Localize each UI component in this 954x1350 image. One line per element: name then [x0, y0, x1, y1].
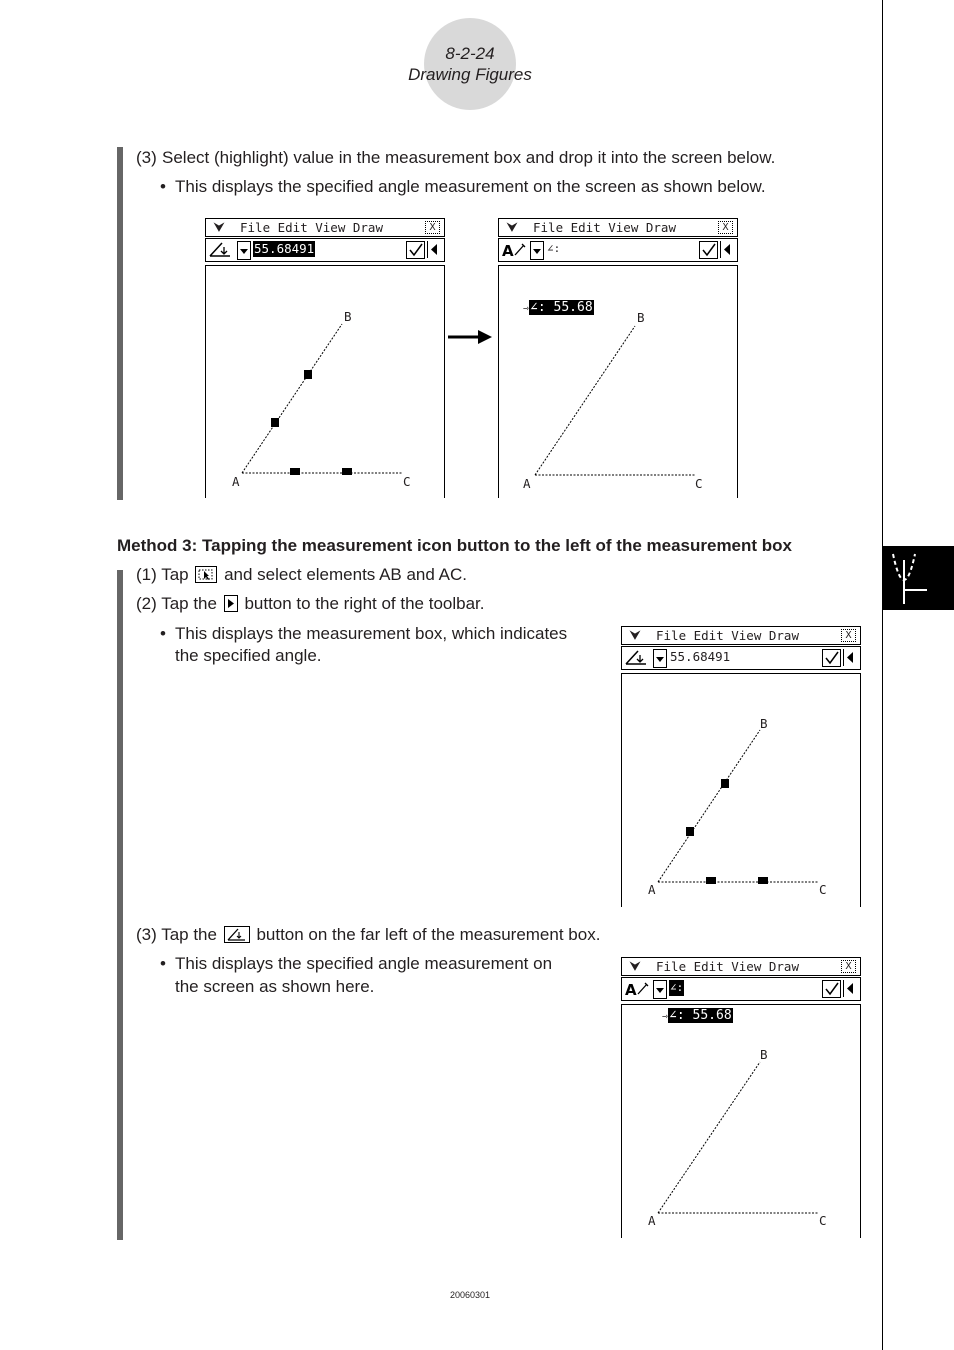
checkbox-icon[interactable] — [699, 241, 718, 259]
step1-line — [136, 565, 467, 585]
measurement-toolbar — [205, 238, 445, 262]
step2-line — [136, 594, 485, 614]
measurement-value[interactable]: 55.68491 — [670, 649, 731, 664]
point-c-label: C — [403, 474, 411, 489]
point-b-label: B — [637, 310, 645, 325]
text-pen-icon[interactable] — [624, 980, 650, 997]
angle-measurement-label[interactable]: ⇾∠: 55.68 — [523, 300, 593, 315]
geometry-canvas[interactable] — [498, 265, 738, 498]
close-icon[interactable]: X — [425, 221, 440, 234]
step1-number: (1) — [136, 565, 157, 584]
dropdown-arrow-icon[interactable] — [530, 241, 544, 260]
dropdown-arrow-icon[interactable] — [653, 649, 667, 668]
point-b-label: B — [344, 309, 352, 324]
menu-bar — [621, 626, 861, 645]
point-b-label: B — [760, 1047, 768, 1062]
menu-items[interactable]: File Edit View Draw — [240, 220, 383, 235]
page-number: 8-2-24 — [445, 44, 495, 63]
menu-items[interactable]: File Edit View Draw — [533, 220, 676, 235]
bullet-dot: • — [160, 177, 166, 196]
step2-pre: Tap the — [161, 594, 217, 613]
close-icon[interactable]: X — [841, 629, 856, 642]
toolbar-toggle-icon — [224, 595, 238, 612]
right-margin-rule — [882, 0, 883, 1350]
dropdown-arrow-icon[interactable] — [653, 980, 667, 999]
checkbox-icon[interactable] — [822, 980, 841, 998]
step3b-bullet-line1: This displays the specified angle measurement on — [175, 954, 553, 973]
point-c-label: C — [819, 882, 827, 897]
section-bar-1 — [117, 147, 123, 500]
step3-text: Select (highlight) value in the measurement box and drop it into the screen below. — [162, 148, 776, 167]
toolbar-left-arrow-icon[interactable] — [720, 241, 733, 258]
chapter-tab — [883, 546, 954, 610]
measurement-toolbar — [621, 646, 861, 670]
calc-screen-before — [205, 218, 445, 500]
angle-prefix[interactable]: ∠: — [547, 242, 561, 255]
angle-prefix[interactable]: ∠: — [670, 981, 684, 994]
step3-bullet: This displays the specified angle measurement on the screen as shown below. — [175, 177, 766, 196]
calc-screen-after — [498, 218, 738, 500]
step3b-pre: Tap the — [161, 925, 217, 944]
menu-bar — [205, 218, 445, 237]
header-circle — [424, 18, 516, 110]
calc-screen-label-dropped — [621, 957, 861, 1239]
dropdown-arrow-icon[interactable] — [237, 241, 251, 260]
select-tool-icon — [195, 566, 217, 583]
section-bar-2 — [117, 570, 123, 1240]
menu-items[interactable]: File Edit View Draw — [656, 959, 799, 974]
step1-post: and select elements AB and AC. — [224, 565, 467, 584]
svg-text:A: A — [502, 242, 514, 258]
bullet-dot: • — [160, 624, 166, 643]
measurement-toolbar — [621, 977, 861, 1001]
geometry-figure — [206, 266, 444, 498]
graph-parabola-icon — [883, 546, 954, 610]
close-icon[interactable]: X — [718, 221, 733, 234]
menu-bar — [498, 218, 738, 237]
step3b-post: button on the far left of the measurement box. — [256, 925, 601, 944]
checkbox-icon[interactable] — [822, 649, 841, 667]
right-arrow-icon — [446, 328, 494, 346]
step3-number: (3) — [136, 148, 157, 167]
step2-bullet-line2: the specified angle. — [175, 646, 322, 665]
menu-dropdown-icon[interactable]: ⮟ — [630, 628, 641, 642]
step2-number: (2) — [136, 594, 157, 613]
calc-screen-measurement-box — [621, 626, 861, 908]
measure-angle-icon[interactable] — [208, 241, 234, 258]
toolbar-left-arrow-icon[interactable] — [843, 649, 856, 666]
menu-items[interactable]: File Edit View Draw — [656, 628, 799, 643]
menu-dropdown-icon[interactable]: ⮟ — [630, 959, 641, 973]
svg-text:A: A — [625, 981, 637, 997]
step3b-line — [136, 925, 600, 945]
geometry-canvas[interactable] — [621, 673, 861, 907]
measurement-value[interactable]: 55.68491 — [254, 241, 315, 256]
point-a-label: A — [648, 882, 656, 897]
measurement-toolbar — [498, 238, 738, 262]
step3b-bullet-line2: the screen as shown here. — [175, 977, 375, 996]
menu-dropdown-icon[interactable]: ⮟ — [507, 220, 518, 234]
geometry-figure — [622, 674, 860, 907]
step2-bullet-line1: This displays the measurement box, which indicates — [175, 624, 568, 643]
point-b-label: B — [760, 716, 768, 731]
measure-angle-icon[interactable] — [624, 649, 650, 666]
step1-pre: Tap — [161, 565, 189, 584]
step3b-number: (3) — [136, 925, 157, 944]
geometry-canvas[interactable] — [205, 265, 445, 498]
bullet-dot: • — [160, 954, 166, 973]
point-c-label: C — [695, 476, 703, 491]
checkbox-icon[interactable] — [406, 241, 425, 259]
point-a-label: A — [232, 474, 240, 489]
geometry-figure — [622, 1005, 860, 1238]
point-a-label: A — [648, 1213, 656, 1228]
point-c-label: C — [819, 1213, 827, 1228]
angle-measurement-label[interactable]: ⇾∠: 55.68 — [662, 1008, 732, 1023]
geometry-canvas[interactable] — [621, 1004, 861, 1238]
section-title: Drawing Figures — [408, 65, 532, 84]
step2-post: button to the right of the toolbar. — [244, 594, 485, 613]
point-a-label: A — [523, 476, 531, 491]
text-pen-icon[interactable] — [501, 241, 527, 258]
menu-dropdown-icon[interactable]: ⮟ — [214, 220, 225, 234]
menu-bar — [621, 957, 861, 976]
toolbar-left-arrow-icon[interactable] — [427, 241, 440, 258]
footer-code: 20060301 — [449, 1290, 491, 1300]
close-icon[interactable]: X — [841, 960, 856, 973]
method3-heading: Method 3: Tapping the measurement icon button to the left of the measurement box — [117, 536, 793, 555]
toolbar-left-arrow-icon[interactable] — [843, 980, 856, 997]
measure-angle-icon — [224, 926, 250, 943]
